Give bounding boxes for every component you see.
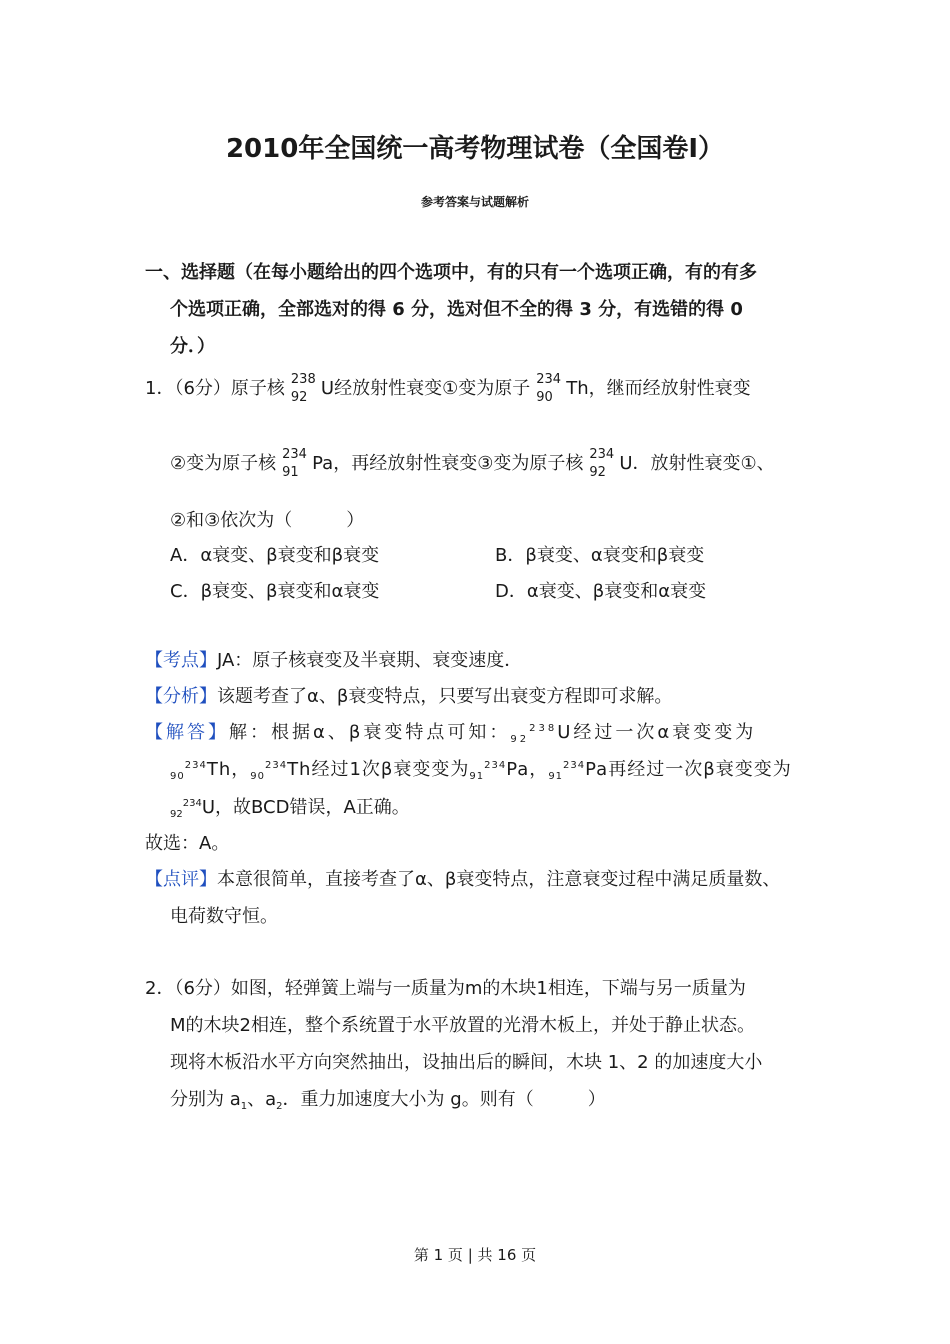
q2-stem-line1: 2．（6分）如图，轻弹簧上端与一质量为m的木块1相连，下端与另一质量为 <box>145 978 746 999</box>
q1-dianping-line2: 电荷数守恒。 <box>170 906 278 927</box>
dianping-tag: 【点评】 <box>145 869 217 890</box>
q2-stem-line4: 分别为 $a_1$、$a_2$．重力加速度大小为 g。则有（ ） <box>170 1089 606 1112</box>
q1-jieda-line1: 【解答】解：根据α、β衰变特点可知：$_{92}^{238}$U经过一次α衰变变为 <box>145 722 757 745</box>
page-footer: 第 1 页 | 共 16 页 <box>413 1246 537 1264</box>
page-subtitle: 参考答案与试题解析 <box>420 195 529 209</box>
q1-option-b: B．β衰变、α衰变和β衰变 <box>495 545 705 566</box>
q1-stem-line2: ②变为原子核 234 91 Pa，再经放射性衰变③变为原子核 234 92 U．放射性衰变①、 <box>170 447 775 483</box>
nuclide-pa234: 234 91 <box>282 447 307 480</box>
q1-stem-line3: ②和③依次为（ ） <box>170 510 365 531</box>
section-heading-line3: 分．） <box>170 336 215 357</box>
page-title: 2010年全国统一高考物理试卷（全国卷Ⅰ） <box>225 134 725 164</box>
q1-stem-line1: 1．（6分）原子核 238 92 U经放射性衰变①变为原子 234 90 Th，继而经放射性衰变 <box>145 372 751 408</box>
section-heading-line2: 个选项正确，全部选对的得 6 分，选对但不全的得 3 分，有选错的得 0 <box>170 299 743 320</box>
fenxi-tag: 【分析】 <box>145 686 217 707</box>
q1-option-c: C．β衰变、β衰变和α衰变 <box>170 581 380 602</box>
q1-jieda-line3: $_{92}^{234}$U，故BCD错误，A正确。 <box>170 797 410 820</box>
nuclide-th234: 234 90 <box>536 372 562 405</box>
section-heading-line1: 一、选择题（在每小题给出的四个选项中，有的只有一个选项正确，有的有多 <box>145 262 757 283</box>
kaodian-tag: 【考点】 <box>145 650 217 671</box>
q1-dianping-line1: 【点评】本意很简单，直接考查了α、β衰变特点，注意衰变过程中满足质量数、 <box>145 869 781 890</box>
q1-option-d: D．α衰变、β衰变和α衰变 <box>495 581 707 602</box>
q1-guxuan: 故选：A。 <box>145 833 230 854</box>
q1-jieda-line2: $_{90}^{234}$Th，$_{90}^{234}$Th经过1次β衰变变为$_{91}^{234}$Pa，$_{91}^{234}$Pa再经过一次β衰变变为 <box>170 759 792 782</box>
nuclide-u238: 238 92 <box>290 372 316 405</box>
q1-fenxi: 【分析】该题考查了α、β衰变特点，只要写出衰变方程即可求解。 <box>145 686 673 707</box>
q2-stem-line3: 现将木板沿水平方向突然抽出，设抽出后的瞬间，木块 1、2 的加速度大小 <box>170 1052 763 1073</box>
nuclide-u234: 234 92 <box>589 447 615 480</box>
q1-option-a: A．α衰变、β衰变和β衰变 <box>170 545 380 566</box>
q2-stem-line2: M的木块2相连，整个系统置于水平放置的光滑木板上，并处于静止状态。 <box>170 1015 755 1036</box>
q1-kaodian: 【考点】JA：原子核衰变及半衰期、衰变速度． <box>145 650 523 671</box>
jieda-tag: 【解答】 <box>145 722 229 743</box>
